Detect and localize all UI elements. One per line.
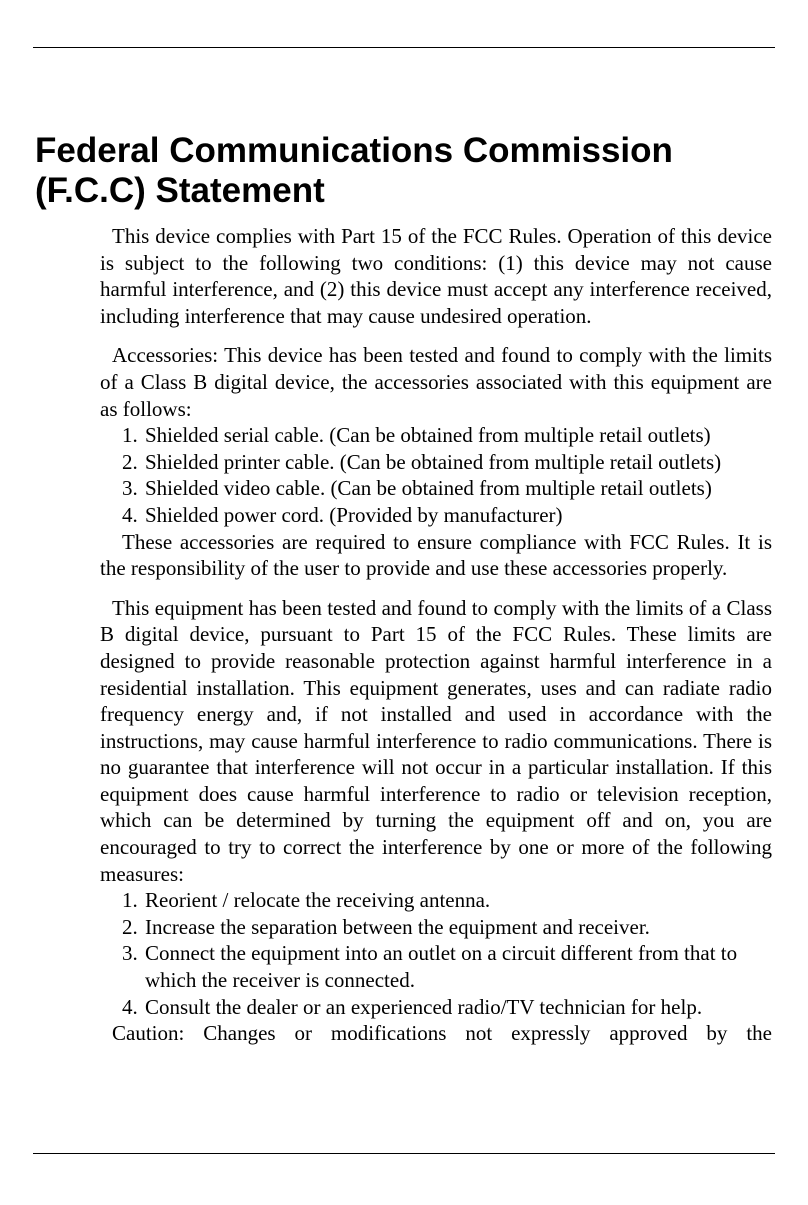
list-item: 4. Shielded power cord. (Provided by manufacturer): [122, 502, 563, 527]
statement-body: [100, 223, 772, 1047]
header-rule: [33, 47, 775, 48]
accessories-paragraph: Accessories: This device has been tested and found to comply with the limits of a Class B digital device, the accessories associated with this equipment are as follows:: [100, 343, 772, 421]
list-item: 4. Consult the dealer or an experienced radio/TV technician for help.: [122, 994, 703, 1019]
list-item: 3. Connect the equipment into an outlet on a circuit different from that to which the receiver is connected.: [122, 941, 738, 993]
accessories-list: [100, 422, 772, 528]
page-title: Federal Communications Commission (F.C.C) Statement: [35, 131, 673, 210]
list-item: 2. Increase the separation between the equipment and receiver.: [122, 914, 650, 939]
footer-rule: [33, 1153, 775, 1154]
list-item: 1. Shielded serial cable. (Can be obtained from multiple retail outlets): [122, 423, 711, 448]
measures-list: [100, 887, 772, 1020]
accessories-requirement-paragraph: These accessories are required to ensure compliance with FCC Rules. It is the responsibility of the user to provide and use these accessories properly.: [100, 529, 772, 581]
compliance-paragraph: This device complies with Part 15 of the FCC Rules. Operation of this device is subject to the following two conditions: (1) this device may not cause harmful interference, and (2) this device must accept any interference received, including interference that may cause undesired operation.: [100, 224, 772, 328]
caution-paragraph: Caution: Changes or modifications not expressly approved by the: [112, 1021, 772, 1046]
list-item: 1. Reorient / relocate the receiving antenna.: [122, 888, 491, 913]
class-b-paragraph: This equipment has been tested and found to comply with the limits of a Class B digital device, pursuant to Part 15 of the FCC Rules. These limits are designed to provide reasonable protection against harmful interference in a residential installation. This equipment generates, uses and can radiate radio frequency energy and, if not installed and used in accordance with the instructions, may cause harmful interference to radio communications. There is no guarantee that interference will not occur in a particular installation. If this equipment does cause harmful interference to radio or television reception, which can be determined by turning the equipment off and on, you are encouraged to try to correct the interference by one or more of the following measures:: [100, 595, 772, 886]
list-item: 2. Shielded printer cable. (Can be obtained from multiple retail outlets): [122, 449, 722, 474]
list-item: 3. Shielded video cable. (Can be obtained from multiple retail outlets): [122, 476, 712, 501]
